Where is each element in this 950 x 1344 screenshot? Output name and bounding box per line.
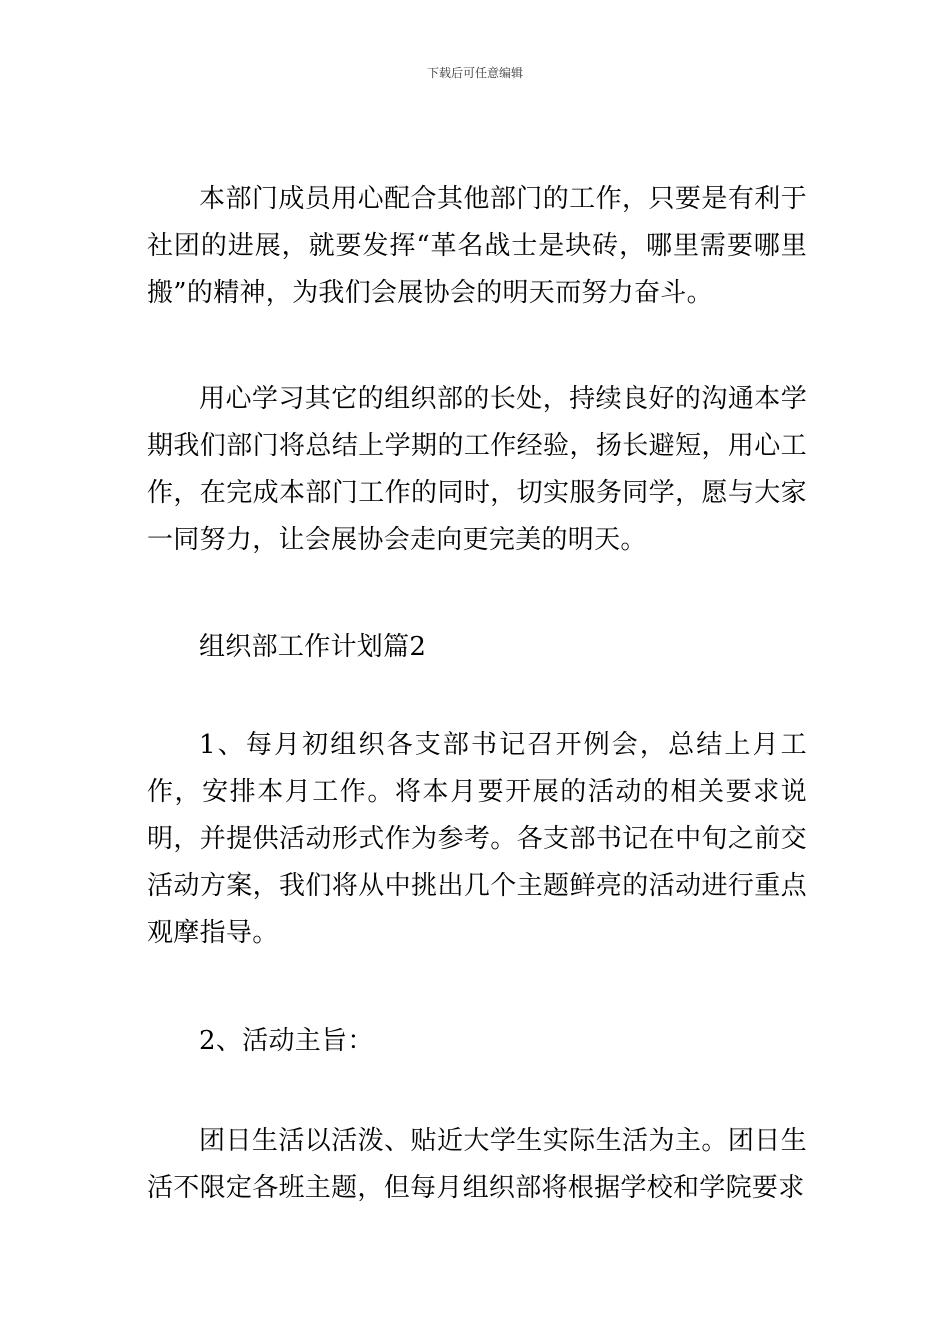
paragraph-learning: 用心学习其它的组织部的长处，持续良好的沟通本学期我们部门将总结上学期的工作经验，扬长避短，用心工作，在完成本部门工作的同时，切实服务同学，愿与大家一同努力，让会展协会走向更完美的明天。 (147, 384, 807, 555)
page-header: 下载后可任意编辑 (426, 66, 523, 80)
paragraph-cooperation: 本部门成员用心配合其他部门的工作，只要是有利于社团的进展，就要发挥“革名战士是块砖，哪里需要哪里搬”的精神，为我们会展协会的明天而努力奋斗。 (147, 184, 807, 308)
paragraph-monthly-meeting: 1、每月初组织各支部书记召开例会，总结上月工作，安排本月工作。将本月要开展的活动的相关要求说明，并提供活动形式作为参考。各支部书记在中旬之前交活动方案，我们将从中挑出几个主题鲜亮的活动进行重点观摩指导。 (147, 730, 807, 948)
paragraph-league-day: 团日生活以活泼、贴近大学生实际生活为主。团日生活不限定各班主题，但每月组织部将根据学校和学院要求 (147, 1126, 807, 1203)
section-heading: 组织部工作计划篇2 (199, 632, 427, 662)
paragraph-activity-purpose-heading: 2、活动主旨： (199, 1026, 374, 1056)
